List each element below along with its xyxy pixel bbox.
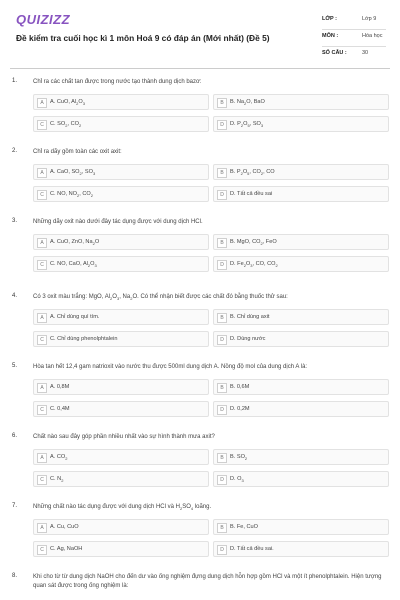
option-letter: C	[37, 120, 47, 130]
option-letter: C	[37, 260, 47, 270]
option-text: C. 0,4M	[50, 405, 70, 412]
option-text: C. NO, $NO_2$, $CO_2$	[50, 190, 94, 198]
worksheet-header	[0, 0, 400, 64]
option-text: B. Fe, CuO	[230, 523, 258, 530]
question-number: 8.	[12, 573, 18, 579]
question-number: 5.	[12, 363, 18, 369]
question-text: Hòa tan hết 12,4 gam natrioxit vào nước thu được 500ml dung dịch A. Nồng độ mol của dung dịch A là:	[33, 364, 308, 370]
option-letter: A	[37, 523, 47, 533]
option-letter: D	[217, 405, 227, 415]
option-text: C. Ag, NaOH	[50, 545, 83, 552]
meta-label: LỚP :	[322, 16, 337, 22]
meta-label: SỐ CÂU :	[322, 50, 347, 56]
worksheet-title: Đề kiểm tra cuối học kì 1 môn Hoá 9 có đáp án (Mới nhất) (Đề 5)	[16, 33, 270, 43]
answer-option-d[interactable]	[213, 401, 389, 417]
worksheet-meta	[322, 13, 386, 63]
option-text: B. 0,6M	[230, 383, 250, 390]
option-letter: A	[37, 313, 47, 323]
answer-option-a[interactable]	[33, 379, 209, 395]
question-text: Chỉ ra các chất tan được trong nước tạo thành dung dịch bazơ:	[33, 79, 202, 85]
option-text: A. Chỉ dùng quì tím.	[50, 313, 100, 320]
option-letter: A	[37, 168, 47, 178]
question-text: Những dãy oxit nào dưới đây tác dụng được với dung dịch HCl.	[33, 219, 203, 225]
question-number: 7.	[12, 503, 18, 509]
answer-option-d[interactable]	[213, 331, 389, 347]
question-number: 2.	[12, 148, 18, 154]
option-text: D. 0,2M	[230, 405, 250, 412]
option-letter: D	[217, 335, 227, 345]
option-text: C. NO, CaO, $Al_2O_3$	[50, 260, 97, 268]
answer-option-d[interactable]	[213, 116, 389, 132]
question-text: Những chất nào tác dụng được với dung dịch HCl và $H_2SO_4$ loãng.	[33, 504, 212, 512]
meta-subject-row	[322, 30, 386, 47]
question-text: Chất nào sau đây góp phần nhiều nhất vào sự hình thành mưa axit?	[33, 434, 215, 440]
header-divider	[10, 68, 390, 69]
option-text: A. $CO_2$	[50, 453, 68, 461]
meta-value: Hóa học	[362, 33, 383, 39]
option-text: A. CuO, ZnO, $Na_2O$	[50, 238, 100, 246]
meta-value: Lớp 9	[362, 16, 377, 22]
answer-option-b[interactable]	[213, 164, 389, 180]
answer-option-a[interactable]	[33, 519, 209, 535]
question-text: Chỉ ra dãy gồm toàn các oxit axit:	[33, 149, 122, 155]
option-letter: C	[37, 475, 47, 485]
option-text: A. 0,8M	[50, 383, 70, 390]
option-text: B. MgO, $CO_2$, FeO	[230, 238, 277, 246]
answer-option-b[interactable]	[213, 519, 389, 535]
question-text: Khi cho từ từ dung dịch NaOH cho đến dư vào ống nghiệm đựng dung dịch hỗn hợp gồm HCl và một ít phenolphtalein. Hiện tượng quan sát được trong ống nghiệm là:	[33, 574, 382, 589]
question-number: 4.	[12, 293, 18, 299]
answer-option-a[interactable]	[33, 309, 209, 325]
question-number: 6.	[12, 433, 18, 439]
option-text: A. CaO, $SO_2$, $SO_3$	[50, 168, 96, 176]
option-text: D. $O_3$	[230, 475, 244, 483]
answer-option-c[interactable]	[33, 541, 209, 557]
answer-option-c[interactable]	[33, 186, 209, 202]
option-text: A. Cu, CuO	[50, 523, 79, 530]
option-letter: D	[217, 190, 227, 200]
meta-label: MÔN :	[322, 33, 339, 39]
answer-option-b[interactable]	[213, 379, 389, 395]
option-letter: B	[217, 98, 227, 108]
question-text: Có 3 oxit màu trắng: MgO, $Al_2O_3$, $Na_2O$. Có thể nhận biết được các chất đó bằng thuốc thử sau:	[33, 294, 288, 302]
option-text: D. Dùng nước	[230, 335, 266, 342]
option-letter: B	[217, 523, 227, 533]
answer-option-a[interactable]	[33, 449, 209, 465]
option-letter: A	[37, 238, 47, 248]
answer-option-a[interactable]	[33, 234, 209, 250]
option-letter: B	[217, 313, 227, 323]
meta-value: 30	[362, 50, 369, 56]
answer-option-b[interactable]	[213, 234, 389, 250]
option-text: D. $Fe_2O_3$, CO, $CO_2$	[230, 260, 278, 268]
option-letter: C	[37, 545, 47, 555]
option-text: B. $SO_2$	[230, 453, 248, 461]
answer-option-c[interactable]	[33, 401, 209, 417]
meta-count-row	[322, 47, 386, 63]
option-letter: A	[37, 453, 47, 463]
option-letter: A	[37, 383, 47, 393]
option-letter: B	[217, 453, 227, 463]
answer-option-c[interactable]	[33, 256, 209, 272]
option-letter: C	[37, 335, 47, 345]
question-number: 3.	[12, 218, 18, 224]
answer-option-d[interactable]	[213, 471, 389, 487]
option-text: D. Tất cả đều sai	[230, 190, 273, 197]
option-text: C. Chỉ dùng phenolphtalein	[50, 335, 118, 342]
option-letter: B	[217, 383, 227, 393]
answer-option-a[interactable]	[33, 94, 209, 110]
option-text: D. Tất cả đều sai.	[230, 545, 274, 552]
answer-option-b[interactable]	[213, 94, 389, 110]
question-number: 1.	[12, 78, 18, 84]
option-letter: D	[217, 260, 227, 270]
option-text: B. $Na_2O$, BaO	[230, 98, 265, 106]
quizizz-logo: QUIZIZZ	[16, 12, 71, 27]
option-letter: C	[37, 190, 47, 200]
option-letter: D	[217, 120, 227, 130]
option-text: D. $P_2O_5$, $SO_3$	[230, 120, 264, 128]
answer-option-c[interactable]	[33, 116, 209, 132]
meta-class-row	[322, 13, 386, 30]
answer-option-b[interactable]	[213, 309, 389, 325]
option-letter: B	[217, 168, 227, 178]
option-text: C. $N_2$	[50, 475, 64, 483]
answer-option-d[interactable]	[213, 541, 389, 557]
answer-option-a[interactable]	[33, 164, 209, 180]
answer-option-c[interactable]	[33, 331, 209, 347]
option-letter: B	[217, 238, 227, 248]
option-letter: D	[217, 475, 227, 485]
option-text: C. $SO_2$, $CO_2$	[50, 120, 82, 128]
answer-option-c[interactable]	[33, 471, 209, 487]
answer-option-d[interactable]	[213, 256, 389, 272]
option-text: A. CuO, $Al_2O_3$	[50, 98, 85, 106]
option-letter: D	[217, 545, 227, 555]
option-text: B. $P_2O_5$, $CO_2$, CO	[230, 168, 275, 176]
option-text: B. Chỉ dùng axit	[230, 313, 270, 320]
option-letter: C	[37, 405, 47, 415]
answer-option-b[interactable]	[213, 449, 389, 465]
answer-option-d[interactable]	[213, 186, 389, 202]
option-letter: A	[37, 98, 47, 108]
